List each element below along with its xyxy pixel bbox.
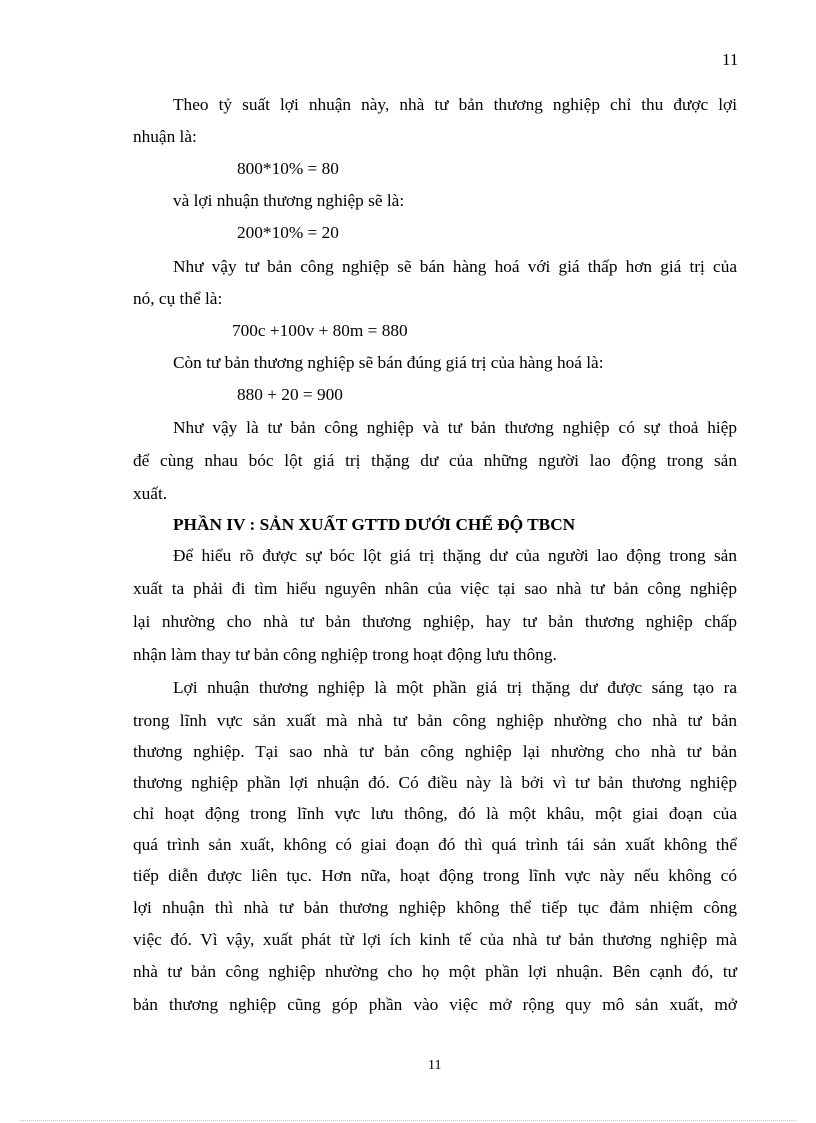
footer-page-number: 11 xyxy=(428,1058,442,1073)
formula-line: 800*10% = 80 xyxy=(237,159,339,178)
paragraph-line: tiếp diễn được liên tục. Hơn nữa, hoạt động trong lĩnh vực này nếu không có xyxy=(133,866,737,885)
paragraph-line: thương nghiệp phần lợi nhuận đó. Có điều này là bởi vì tư bản thương nghiệp xyxy=(133,773,737,792)
paragraph-line: việc đó. Vì vậy, xuất phát từ lợi ích kinh tế của nhà tư bản thương nghiệp mà xyxy=(133,930,737,949)
paragraph-line: Lợi nhuận thương nghiệp là một phần giá trị thặng dư được sáng tạo ra xyxy=(173,678,737,697)
paragraph-line: thương nghiệp. Tại sao nhà tư bản công nghiệp lại nhường cho nhà tư bản xyxy=(133,742,737,761)
paragraph-line: nhận làm thay tư bản công nghiệp trong hoạt động lưu thông. xyxy=(133,645,557,664)
header-page-number: 11 xyxy=(722,50,739,69)
formula-line: 880 + 20 = 900 xyxy=(237,385,343,404)
formula-line: 200*10% = 20 xyxy=(237,223,339,242)
paragraph-line: lại nhường cho nhà tư bản thương nghiệp, hay tư bản thương nghiệp chấp xyxy=(133,612,737,631)
paragraph-line: và lợi nhuận thương nghiệp sẽ là: xyxy=(173,191,405,210)
paragraph-line: lợi nhuận thì nhà tư bản thương nghiệp không thể tiếp tục đảm nhiệm công xyxy=(133,898,737,917)
paragraph-line: Để hiểu rõ được sự bóc lột giá trị thặng dư của người lao động trong sản xyxy=(173,546,737,565)
paragraph-line: Theo tỷ suất lợi nhuận này, nhà tư bản thương nghiệp chỉ thu được lợi xyxy=(173,95,737,114)
formula-line: 700c +100v + 80m = 880 xyxy=(232,321,408,340)
paragraph-line: bản thương nghiệp cũng góp phần vào việc mở rộng quy mô sản xuất, mở xyxy=(133,995,737,1014)
paragraph-line: nhuận là: xyxy=(133,127,197,146)
paragraph-line: nhà tư bản công nghiệp nhường cho họ một phần lợi nhuận. Bên cạnh đó, tư xyxy=(133,962,737,981)
paragraph-line: Như vậy là tư bản công nghiệp và tư bản thương nghiệp có sự thoả hiệp xyxy=(173,418,737,437)
paragraph-line: nó, cụ thể là: xyxy=(133,289,223,308)
paragraph-line: xuất ta phải đi tìm hiểu nguyên nhân của việc tại sao nhà tư bản công nghiệp xyxy=(133,579,737,598)
paragraph-line: xuất. xyxy=(133,484,168,503)
paragraph-line: để cùng nhau bóc lột giá trị thặng dư của những người lao động trong sản xyxy=(133,451,737,470)
section-heading: PHẦN IV : SẢN XUẤT GTTD DƯỚI CHẾ ĐỘ TBCN xyxy=(173,515,576,534)
paragraph-line: chỉ hoạt động trong lĩnh vực lưu thông, đó là một khâu, một giai đoạn của xyxy=(133,804,737,823)
paragraph-line: Còn tư bản thương nghiệp sẽ bán đúng giá trị của hàng hoá là: xyxy=(173,353,604,372)
paragraph-line: trong lĩnh vực sản xuất mà nhà tư bản công nghiệp nhường cho nhà tư bản xyxy=(133,711,737,730)
page-boundary-divider xyxy=(20,1120,796,1121)
paragraph-line: quá trình sản xuất, không có giai đoạn đó thì quá trình tái sản xuất không thể xyxy=(133,835,737,854)
paragraph-line: Như vậy tư bản công nghiệp sẽ bán hàng hoá với giá thấp hơn giá trị của xyxy=(173,257,737,276)
